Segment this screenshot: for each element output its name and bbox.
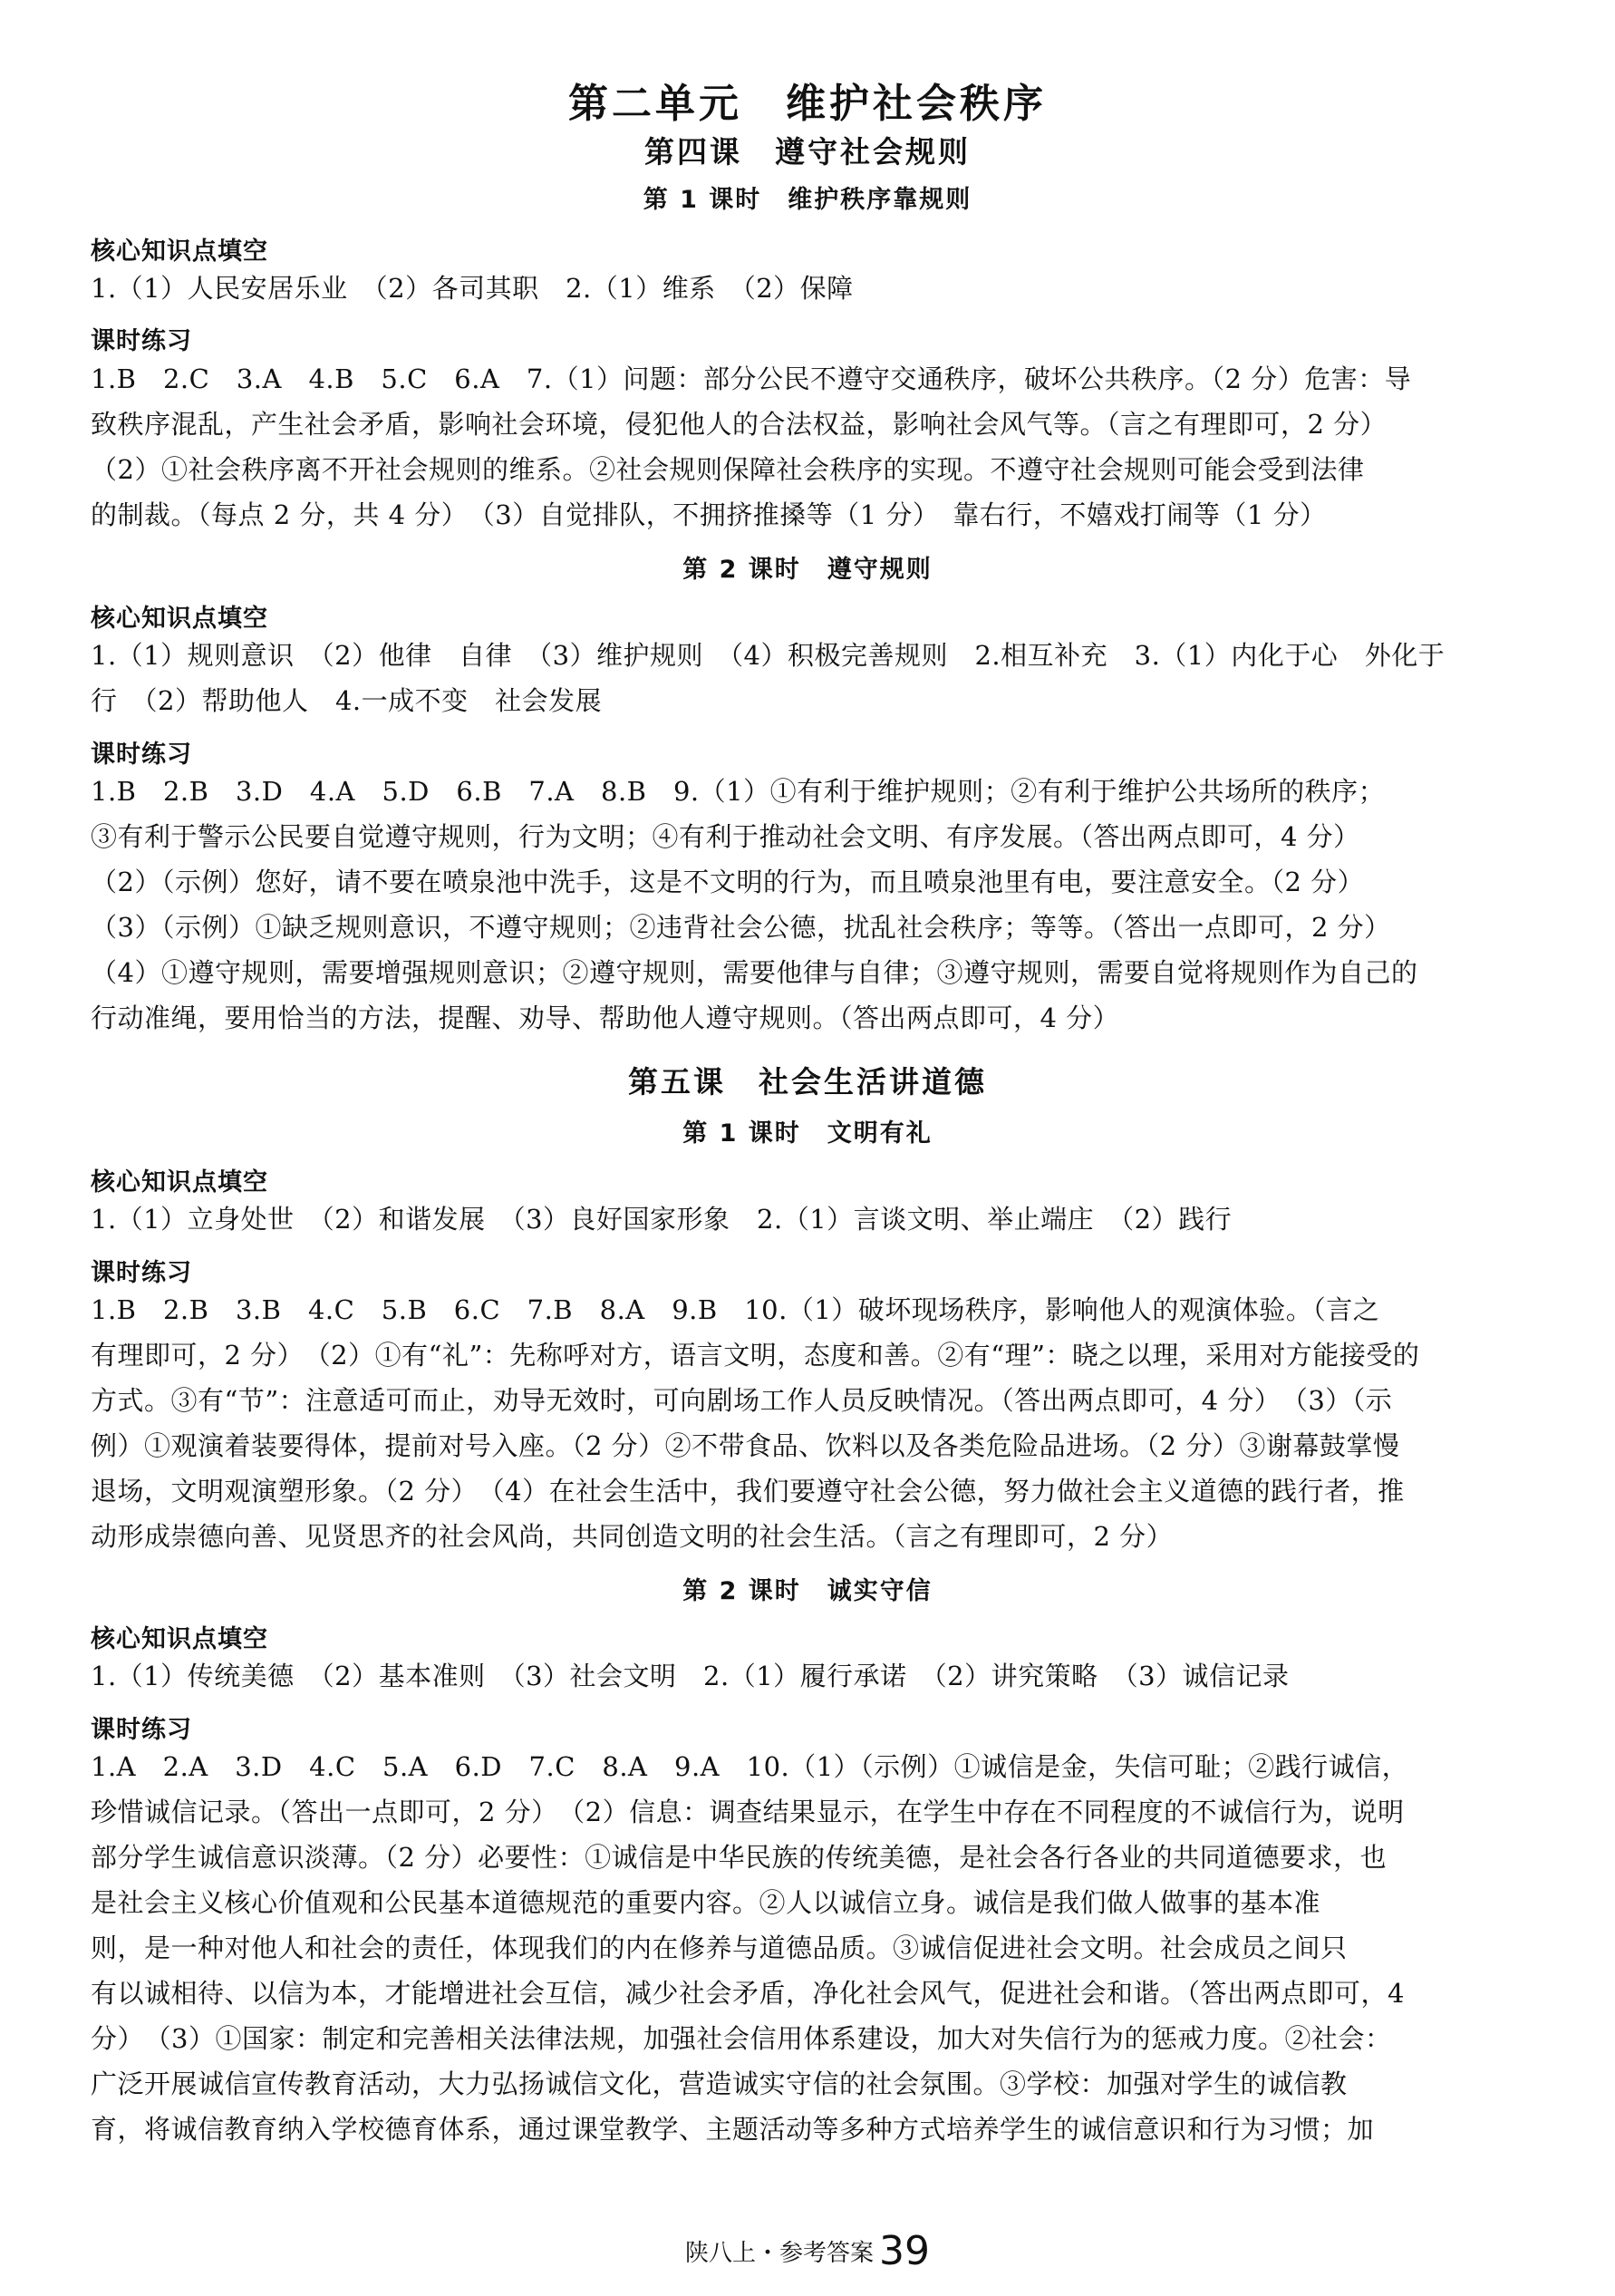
answer-line: 1.B 2.C 3.A 4.B 5.C 6.A 7.（1）问题：部分公民不遵守交通秩序，破坏公共秩序。（2 分）危害：导 — [91, 363, 1412, 394]
practice-heading: 课时练习 — [91, 741, 192, 769]
answer-line: 则，是一种对他人和社会的责任，体现我们的内在修养与道德品质。③诚信促进社会文明。社会成员之间只 — [91, 1933, 1348, 1963]
answer-line: 分） （3）①国家：制定和完善相关法律法规，加强社会信用体系建设，加大对失信行为的惩戒力度。②社会： — [91, 2023, 1392, 2054]
answer-line: 1.B 2.B 3.B 4.C 5.B 6.C 7.B 8.A 9.B 10.（1）破坏现场秩序，影响他人的观演体验。（言之 — [91, 1294, 1380, 1325]
answer-line: 是社会主义核心价值观和公民基本道德规范的重要内容。②人以诚信立身。诚信是我们做人做事的基本准 — [91, 1887, 1321, 1918]
answer-line: 育，将诚信教育纳入学校德育体系，通过课堂教学、主题活动等多种方式培养学生的诚信意识和行为习惯；加 — [91, 2114, 1375, 2145]
answer-line: （2）（示例）您好，请不要在喷泉池中洗手，这是不文明的行为，而且喷泉池里有电，要注意安全。（2 分） — [91, 867, 1365, 897]
page-number: 39 — [879, 2228, 930, 2274]
answer-line: （4）①遵守规则，需要增强规则意识；②遵守规则，需要他律与自律；③遵守规则，需要自觉将规则作为自己的 — [91, 957, 1418, 988]
answer-line: 广泛开展诚信宣传教育活动，大力弘扬诚信文化，营造诚实守信的社会氛围。③学校：加强对学生的诚信教 — [91, 2068, 1348, 2099]
answer-line: 1.（1）传统美德 （2）基本准则 （3）社会文明 2.（1）履行承诺 （2）讲究策略 （3）诚信记录 — [91, 1661, 1290, 1691]
practice-heading: 课时练习 — [91, 327, 192, 355]
answer-line: 行 （2）帮助他人 4.一成不变 社会发展 — [91, 685, 603, 716]
answer-line: 部分学生诚信意识淡薄。（2 分）必要性：①诚信是中华民族的传统美德，是社会各行各业的共同道德要求，也 — [91, 1842, 1388, 1873]
answer-line: （3）（示例）①缺乏规则意识，不遵守规则；②违背社会公德，扰乱社会秩序；等等。（答出一点即可，2 分） — [91, 912, 1391, 943]
core-knowledge-heading: 核心知识点填空 — [91, 1625, 268, 1653]
answer-line: 行动准绳，要用恰当的方法，提醒、劝导、帮助他人遵守规则。（答出两点即可，4 分） — [91, 1003, 1120, 1033]
answer-line: 的制裁。（每点 2 分，共 4 分） （3）自觉排队，不拥挤推搡等（1 分） 靠右行，不嬉戏打闹等（1 分） — [91, 499, 1327, 530]
answer-line: 1.（1）人民安居乐业 （2）各司其职 2.（1）维系 （2）保障 — [91, 273, 854, 304]
footer-label: 陕八上・参考答案 — [684, 2240, 874, 2267]
lesson-5-period-2-title: 第 2 课时 诚实守信 — [682, 1577, 933, 1605]
lesson-5-period-1-title: 第 1 课时 文明有礼 — [682, 1119, 933, 1148]
answer-line: 退场，文明观演塑形象。（2 分） （4）在社会生活中，我们要遵守社会公德，努力做社会主义道德的践行者，推 — [91, 1476, 1405, 1506]
answer-line: 1.（1）规则意识 （2）他律 自律 （3）维护规则 （4）积极完善规则 2.相互补充 3.（1）内化于心 外化于 — [91, 640, 1446, 671]
answer-line: ③有利于警示公民要自觉遵守规则，行为文明；④有利于推动社会文明、有序发展。（答出两点即可，4 分） — [91, 821, 1360, 852]
answer-line: 致秩序混乱，产生社会矛盾，影响社会环境，侵犯他人的合法权益，影响社会风气等。（言之有理即可，2 分） — [91, 409, 1388, 440]
core-knowledge-heading: 核心知识点填空 — [91, 605, 268, 633]
answer-line: 1.A 2.A 3.D 4.C 5.A 6.D 7.C 8.A 9.A 10.（1）（示例）①诚信是金，失信可耻；②践行诚信， — [91, 1751, 1409, 1782]
core-knowledge-heading: 核心知识点填空 — [91, 1168, 268, 1196]
answer-line: 1.（1）立身处世 （2）和谐发展 （3）良好国家形象 2.（1）言谈文明、举止端庄 （2）践行 — [91, 1204, 1233, 1235]
answer-line: 动形成崇德向善、见贤思齐的社会风尚，共同创造文明的社会生活。（言之有理即可，2 分） — [91, 1521, 1174, 1552]
answer-line: 方式。③有“节”：注意适可而止，劝导无效时，可向剧场工作人员反映情况。（答出两点即可，4 分） （3）（示 — [91, 1385, 1393, 1416]
answer-line: 1.B 2.B 3.D 4.A 5.D 6.B 7.A 8.B 9.（1）①有利于维护规则；②有利于维护公共场所的秩序； — [91, 776, 1386, 807]
practice-heading: 课时练习 — [91, 1259, 192, 1287]
answer-line: 有以诚相待、以信为本，才能增进社会互信，减少社会矛盾，净化社会风气，促进社会和谐。（答出两点即可，4 — [91, 1978, 1405, 2009]
core-knowledge-heading: 核心知识点填空 — [91, 237, 268, 266]
page-footer — [0, 2228, 1615, 2274]
practice-heading: 课时练习 — [91, 1716, 192, 1744]
lesson-5-title: 第五课 社会生活讲道德 — [628, 1064, 987, 1100]
lesson-4-period-2-title: 第 2 课时 遵守规则 — [682, 556, 933, 584]
answer-line: 珍惜诚信记录。（答出一点即可，2 分） （2）信息：调查结果显示，在学生中存在不同程度的不诚信行为，说明 — [91, 1797, 1405, 1827]
answer-line: （2）①社会秩序离不开社会规则的维系。②社会规则保障社会秩序的实现。不遵守社会规则可能会受到法律 — [91, 454, 1365, 485]
lesson-4-period-1-title: 第 1 课时 维护秩序靠规则 — [643, 186, 972, 214]
answer-line: 有理即可，2 分） （2）①有“礼”：先称呼对方，语言文明，态度和善。②有“理”：晓之以理，采用对方能接受的 — [91, 1340, 1420, 1371]
lesson-4-title: 第四课 遵守社会规则 — [644, 134, 971, 170]
answer-line: 例）①观演着装要得体，提前对号入座。（2 分）②不带食品、饮料以及各类危险品进场。（2 分）③谢幕鼓掌慢 — [91, 1430, 1400, 1461]
unit-title: 第二单元 维护社会秩序 — [568, 81, 1047, 127]
